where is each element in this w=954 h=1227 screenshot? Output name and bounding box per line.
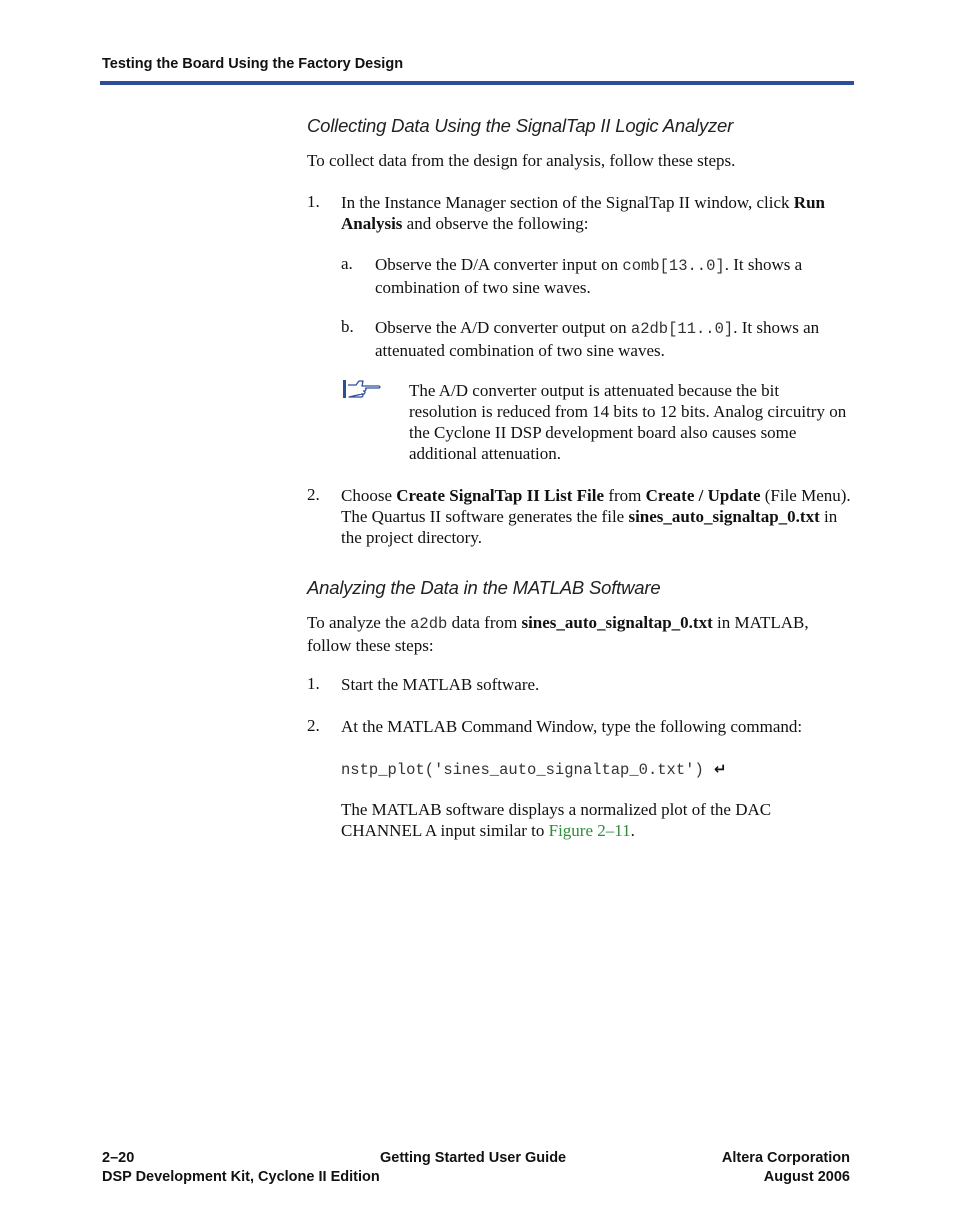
step-1-text bbox=[341, 192, 851, 234]
note-text: The A/D converter output is attenuated because the bit resolution is reduced from 14 bits to 12 bits. Analog circuitry on the Cyclone II DSP development board also causes some additional attenuation. bbox=[409, 381, 847, 463]
section-heading-analyzing-data: Analyzing the Data in the MATLAB Software bbox=[307, 577, 661, 598]
signal-name-code: a2db[11..0] bbox=[630, 320, 734, 338]
result-text-part: . bbox=[630, 821, 635, 840]
publication-date: August 2006 bbox=[763, 1169, 850, 1185]
enter-key-icon: ↵ bbox=[714, 761, 727, 778]
step-text: in the project directory. bbox=[341, 507, 838, 547]
signal-name-code: a2db bbox=[410, 615, 448, 633]
step-text: and observe the following: bbox=[406, 214, 589, 233]
step-2-text bbox=[341, 485, 851, 548]
file-name: sines_auto_signaltap_0.txt bbox=[628, 507, 820, 526]
page-number: 2–20 bbox=[102, 1150, 135, 1166]
substep-text: Observe the D/A converter input on bbox=[375, 255, 619, 274]
file-name: sines_auto_signaltap_0.txt bbox=[521, 613, 713, 632]
step-2-text: At the MATLAB Command Window, type the following command: bbox=[341, 717, 803, 736]
step-number: 2. bbox=[307, 485, 320, 504]
menu-label: Create / Update bbox=[645, 486, 761, 505]
matlab-command bbox=[341, 759, 727, 779]
intro-text: data from bbox=[451, 613, 518, 632]
substep-b-text bbox=[375, 317, 853, 361]
pointing-hand-icon bbox=[342, 378, 382, 400]
result-text-part: The MATLAB software displays a normalized plot of the DAC CHANNEL A input similar to bbox=[341, 800, 772, 840]
section-intro bbox=[307, 612, 853, 656]
running-header: Testing the Board Using the Factory Design bbox=[102, 56, 404, 72]
substep-a-text bbox=[375, 254, 853, 298]
run-analysis-label: Run Analysis bbox=[341, 193, 825, 233]
substep-letter: a. bbox=[341, 254, 353, 273]
substep-text: . It shows a combination of two sine waves. bbox=[375, 255, 803, 297]
menu-item-label: Create SignalTap II List File bbox=[396, 486, 605, 505]
substep-text: . It shows an attenuated combination of two sine waves. bbox=[375, 318, 820, 360]
step-number: 1. bbox=[307, 192, 320, 211]
step-text: from bbox=[608, 486, 642, 505]
section-heading-collecting-data: Collecting Data Using the SignalTap II Logic Analyzer bbox=[307, 115, 734, 136]
step-text: In the Instance Manager section of the SignalTap II window, click bbox=[341, 193, 790, 212]
substep-text: Observe the A/D converter output on bbox=[375, 318, 627, 337]
result-text bbox=[341, 799, 851, 841]
signal-name-code: comb[13..0] bbox=[622, 257, 725, 275]
step-1-text: Start the MATLAB software. bbox=[341, 675, 540, 694]
command-code: nstp_plot('sines_auto_signaltap_0.txt') bbox=[341, 761, 704, 779]
step-number: 1. bbox=[307, 674, 320, 693]
step-text: Choose bbox=[341, 486, 392, 505]
kit-name: DSP Development Kit, Cyclone II Edition bbox=[102, 1169, 380, 1185]
intro-text: To analyze the bbox=[307, 613, 406, 632]
substep-letter: b. bbox=[341, 317, 354, 336]
step-text: (File Menu). The Quartus II software generates the file bbox=[341, 486, 851, 526]
intro-text: in MATLAB, follow these steps: bbox=[307, 613, 809, 655]
company-name: Altera Corporation bbox=[721, 1150, 850, 1166]
header-rule bbox=[100, 81, 854, 85]
step-number: 2. bbox=[307, 716, 320, 735]
figure-link[interactable]: Figure 2–11 bbox=[548, 821, 631, 840]
section-intro: To collect data from the design for analysis, follow these steps. bbox=[307, 151, 736, 170]
guide-title: Getting Started User Guide bbox=[380, 1150, 567, 1166]
